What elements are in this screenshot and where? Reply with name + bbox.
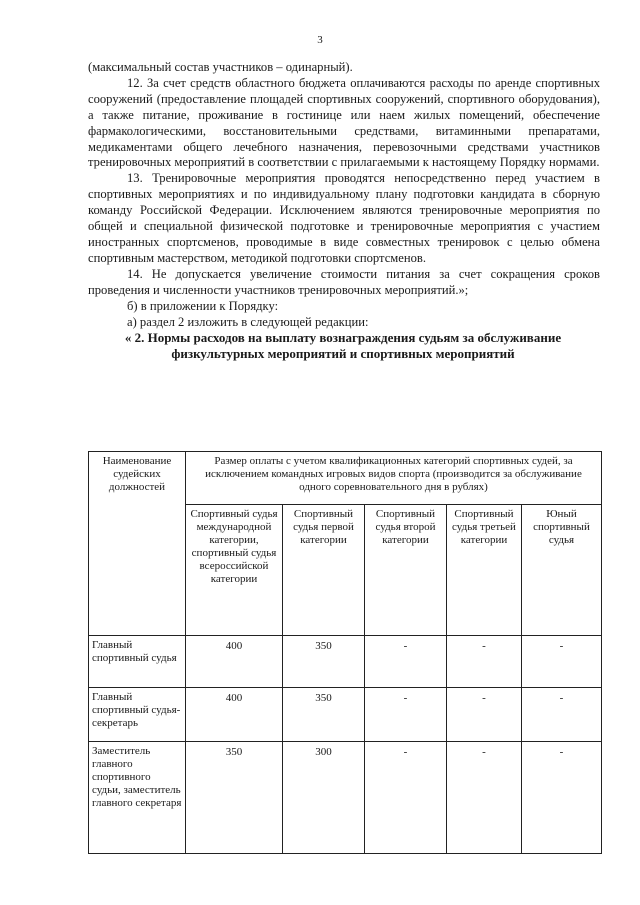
value-cell: 400 bbox=[186, 636, 283, 688]
paragraph: б) в приложении к Порядку: bbox=[127, 298, 279, 313]
value-cell: - bbox=[365, 636, 447, 688]
table-row bbox=[89, 636, 602, 688]
value-cell: - bbox=[522, 636, 602, 688]
value-cell: - bbox=[365, 688, 447, 742]
referee-payment-table bbox=[88, 451, 602, 854]
category-header: Спортивный судья второй категории bbox=[365, 505, 447, 636]
category-header: Спортивный судья международной категории, спортивный судья всероссийской категории bbox=[186, 505, 283, 636]
table-row bbox=[89, 688, 602, 742]
paragraph: 14. Не допускается увеличение стоимости питания за счет сокращения сроков проведения и численности участников тренировочных мероприятий.»; bbox=[88, 266, 600, 297]
value-cell: - bbox=[522, 688, 602, 742]
value-cell: 300 bbox=[283, 742, 365, 854]
position-cell: Главный спортивный судья bbox=[89, 636, 186, 688]
category-header: Спортивный судья третьей категории bbox=[447, 505, 522, 636]
position-cell: Главный спортивный судья-секретарь bbox=[89, 688, 186, 742]
value-cell: - bbox=[365, 742, 447, 854]
value-cell: 350 bbox=[283, 688, 365, 742]
value-cell: 350 bbox=[283, 636, 365, 688]
value-cell: 400 bbox=[186, 688, 283, 742]
value-cell: 350 bbox=[186, 742, 283, 854]
paragraph: 12. За счет средств областного бюджета оплачиваются расходы по аренде спортивных сооружений (предоставление площадей спортивных сооружений, спортивного оборудования), а также питание, проживание в гостинице или наем жилых помещений, обеспечение фармакологическими, восстановительными средствами, витаминными препаратами, медикаментами общего лечебного назначения, перевозочными средствами участников тренировочных мероприятий в соответствии с прилагаемыми к настоящему Порядку нормами. bbox=[88, 75, 600, 170]
paragraph: 13. Тренировочные мероприятия проводятся непосредственно перед участием в спортивных мероприятиях и по индивидуальному плану подготовки кандидата в сборную команду Российской Федерации. Исключением являются тренировочные мероприятия по общей и специальной физической подготовке и тренировочные мероприятия с участием иностранных спортсменов, проводимые в виде совместных тренировок с целью обмена спортивным мастерством, методикой подготовки спортсменов. bbox=[88, 171, 600, 265]
paragraph: а) раздел 2 изложить в следующей редакции: bbox=[127, 314, 369, 329]
category-header: Юный спортивный судья bbox=[522, 505, 602, 636]
section-heading: « 2. Нормы расходов на выплату вознаграждения судьям за обслуживание физкультурных мероприятий и спортивных мероприятий bbox=[124, 330, 562, 362]
value-cell: - bbox=[447, 636, 522, 688]
payment-header: Размер оплаты с учетом квалификационных категорий спортивных судей, за исключением командных игровых видов спорта (производится за обслуживание одного соревновательного дня в рублях) bbox=[186, 452, 602, 505]
position-column-header: Наименование судейских должностей bbox=[89, 452, 186, 636]
table-row bbox=[89, 742, 602, 854]
value-cell: - bbox=[447, 688, 522, 742]
value-cell: - bbox=[522, 742, 602, 854]
paragraph: (максимальный состав участников – одинарный). bbox=[88, 60, 353, 74]
value-cell: - bbox=[447, 742, 522, 854]
page-number: 3 bbox=[317, 34, 323, 46]
position-cell: Заместитель главного спортивного судьи, заместитель главного секретаря bbox=[89, 742, 186, 854]
table-header-row bbox=[89, 452, 602, 505]
document-body bbox=[88, 60, 600, 362]
category-header: Спортивный судья первой категории bbox=[283, 505, 365, 636]
